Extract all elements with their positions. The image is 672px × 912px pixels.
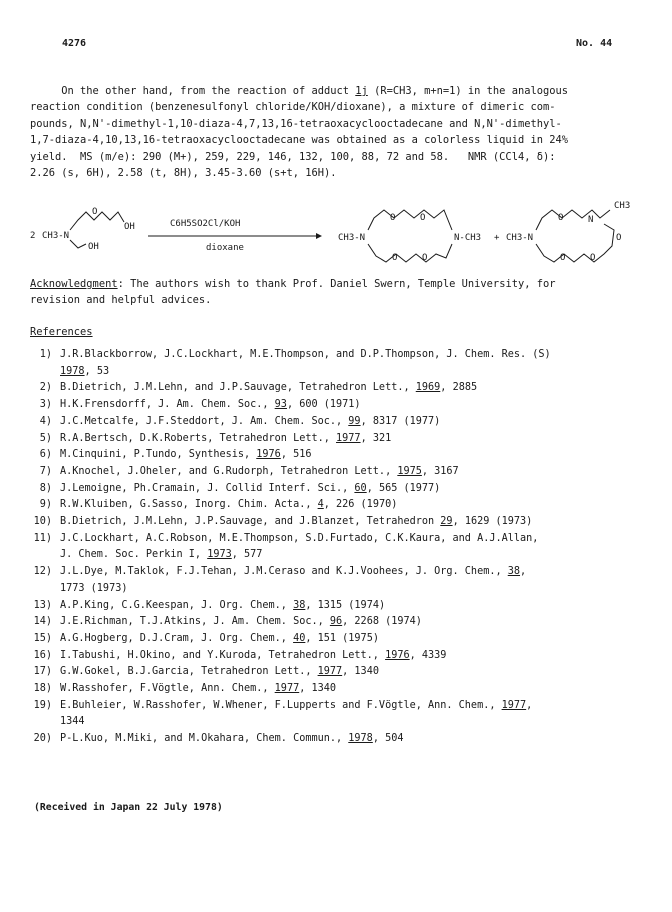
reference-continuation <box>30 364 650 381</box>
arrow-head <box>316 233 322 239</box>
reference-number: 10) <box>33 516 52 528</box>
body-line: On the other hand, from the reaction of adduct <box>30 85 356 97</box>
reference-volume: 29 <box>440 516 453 528</box>
acknowledgment-label: Acknowledgment <box>30 278 118 290</box>
reference-text: , 1340 <box>342 666 379 678</box>
reference-item <box>30 681 650 698</box>
reference-volume: 1978 <box>60 365 85 377</box>
reference-volume: 1976 <box>385 649 410 661</box>
reaction-scheme <box>20 200 650 270</box>
reference-item <box>30 731 650 748</box>
reference-number: 16) <box>33 649 52 661</box>
hydroxyl-label: OH <box>124 222 135 232</box>
reference-volume: 96 <box>329 616 343 628</box>
reference-item <box>30 464 650 481</box>
adduct-label: 1j <box>355 85 368 97</box>
reference-text: J.L.Dye, M.Taklok, F.J.Tehan, J.M.Ceraso and K.J.Voohees, J. Org. Chem., <box>60 566 508 578</box>
reference-number: 9) <box>39 499 52 511</box>
plus-sign: + <box>494 233 500 243</box>
ring-oxygen: O <box>420 213 426 223</box>
reference-number: 7) <box>39 465 52 477</box>
reference-item <box>30 414 650 431</box>
reference-text: R.A.Bertsch, D.K.Roberts, Tetrahedron Lett., <box>60 432 337 444</box>
ring-oxygen: O <box>392 253 398 263</box>
reference-item <box>30 380 650 397</box>
reference-continuation <box>30 581 650 598</box>
reference-volume: 38 <box>507 566 521 578</box>
reference-volume: 1976 <box>256 449 281 461</box>
reference-text: , 321 <box>360 432 392 444</box>
reference-text: J.C.Metcalfe, J.F.Steddort, J. Am. Chem. Soc., <box>60 415 349 427</box>
reference-volume: 40 <box>293 632 306 644</box>
ring-oxygen: O <box>560 253 566 263</box>
reference-text: , <box>520 566 527 578</box>
hydroxyl-label: OH <box>88 242 99 252</box>
reference-text: J.R.Blackborrow, J.C.Lockhart, M.E.Thompson, and D.P.Thompson, J. Chem. Res. (S) <box>60 349 551 360</box>
reference-text: J. Chem. Soc. Perkin I, <box>60 549 208 561</box>
reference-text: E.Buhleier, W.Rasshofer, W.Whener, F.Lupperts and F.Vögtle, Ann. Chem., <box>60 699 502 711</box>
reference-volume: 1969 <box>415 382 441 394</box>
reference-volume: 99 <box>348 415 361 427</box>
reference-text: H.K.Frensdorff, J. Am. Chem. Soc., <box>60 399 275 411</box>
body-line: pounds, N,N'-dimethyl-1,10-diaza-4,7,13,16-tetraoxacyclooctadecane and N,N'-dimethyl- <box>30 117 562 130</box>
reference-text: , <box>526 699 533 711</box>
reference-item <box>30 497 650 514</box>
reference-text: 1773 (1973) <box>60 582 128 594</box>
reference-volume: 1977 <box>317 666 343 678</box>
reference-number: 14) <box>33 616 52 628</box>
reference-text: 1344 <box>60 716 85 728</box>
reference-number: 4) <box>39 415 52 427</box>
reference-volume: 1973 <box>207 549 232 561</box>
reference-volume: 4 <box>317 499 324 511</box>
reference-item <box>30 447 650 464</box>
acknowledgment-text: revision and helpful advices. <box>30 294 212 307</box>
reference-text: , 4339 <box>409 649 447 661</box>
reference-volume: 60 <box>354 482 367 494</box>
reference-text: , 504 <box>372 733 404 745</box>
reference-number: 12) <box>33 566 52 578</box>
reference-number: 13) <box>33 599 52 611</box>
reference-text: M.Cinquini, P.Tundo, Synthesis, <box>60 449 257 461</box>
reference-volume: 1978 <box>348 733 373 745</box>
acknowledgment-paragraph <box>30 276 646 309</box>
reference-continuation <box>30 714 650 731</box>
ether-oxygen: O <box>92 207 98 217</box>
reference-text: J.Lemoigne, Ph.Cramain, J. Collid Interf. Sci., <box>60 482 355 494</box>
reference-volume: 38 <box>293 599 306 611</box>
reference-text: W.Rasshofer, F.Vögtle, Ann. Chem., <box>60 683 275 695</box>
reference-volume: 1977 <box>501 699 527 711</box>
reference-number: 15) <box>33 632 52 644</box>
reference-text: A.P.King, C.G.Keespan, J. Org. Chem., <box>60 599 294 611</box>
reference-item <box>30 431 650 448</box>
reference-number: 6) <box>39 449 52 461</box>
reference-text: , 53 <box>84 365 110 377</box>
reference-text: A.Knochel, J.Oheler, and G.Rudorph, Tetrahedron Lett., <box>60 465 398 477</box>
product2-methyl: CH3 <box>614 201 631 211</box>
reference-number: 1) <box>39 349 52 360</box>
reference-number: 3) <box>39 399 52 411</box>
body-line: (R=CH3, m+n=1) in the analogous <box>367 85 568 97</box>
reference-text: , 8317 (1977) <box>360 415 441 427</box>
reference-number: 5) <box>39 432 52 444</box>
reference-text: I.Tabushi, H.Okino, and Y.Kuroda, Tetrahedron Lett., <box>60 649 386 661</box>
solvent-label: dioxane <box>206 243 244 253</box>
reference-text: P-L.Kuo, M.Miki, and M.Okahara, Chem. Commun., <box>60 733 349 745</box>
reference-item <box>30 397 650 414</box>
ring-nitrogen: N <box>588 215 594 225</box>
reference-item <box>30 631 650 648</box>
reference-number: 19) <box>33 699 52 711</box>
reagent-label: C6H5SO2Cl/KOH <box>170 219 241 229</box>
product2-upper-ring <box>536 210 610 230</box>
journal-issue-number: No. 44 <box>576 38 613 49</box>
ring-oxygen: O <box>390 213 396 223</box>
product1-lower-ring <box>368 244 452 262</box>
ring-oxygen: O <box>422 253 428 263</box>
acknowledgment-text: : The authors wish to thank Prof. Daniel Swern, Temple University, for <box>117 278 556 290</box>
reference-text: , 600 (1971) <box>286 399 361 411</box>
reference-text: , 516 <box>280 449 312 461</box>
product1-upper-ring <box>368 210 452 230</box>
reference-item <box>30 664 650 681</box>
references-heading: References <box>30 326 93 338</box>
reference-text: G.W.Gokel, B.J.Garcia, Tetrahedron Lett., <box>60 666 318 678</box>
reference-item <box>30 614 650 631</box>
reference-item <box>30 698 650 731</box>
ring-oxygen: O <box>558 213 564 223</box>
body-line: reaction condition (benzenesulfonyl chloride/KOH/dioxane), a mixture of dimeric com- <box>30 101 556 114</box>
reference-continuation <box>30 547 650 564</box>
body-line: yield. MS (m/e): 290 (M+), 259, 229, 146, 132, 100, 88, 72 and 58. NMR (CCl4, δ): <box>30 150 556 163</box>
reference-text: , 151 (1975) <box>305 632 379 644</box>
reference-text: , 2885 <box>440 382 478 394</box>
reference-text: J.E.Richman, T.J.Atkins, J. Am. Chem. Soc., <box>60 616 330 628</box>
reference-volume: 1975 <box>397 465 422 477</box>
product1-amine-right: N-CH3 <box>454 233 482 243</box>
product2-lower-ring <box>536 224 614 262</box>
reference-volume: 93 <box>274 399 287 411</box>
reference-number: 2) <box>39 382 52 394</box>
reference-text: A.G.Hogberg, D.J.Cram, J. Org. Chem., <box>60 632 294 644</box>
product1-amine-left: CH3-N <box>338 233 366 243</box>
body-line: 1,7-diaza-4,10,13,16-tetraoxacyclooctadecane was obtained as a colorless liquid in 24% <box>30 134 568 147</box>
reference-number: 8) <box>39 482 52 494</box>
reference-item <box>30 598 650 615</box>
reference-item <box>30 648 650 665</box>
ring-oxygen: O <box>616 233 622 243</box>
body-line: 2.26 (s, 6H), 2.58 (t, 8H), 3.45-3.60 (s+t, 16H). <box>30 167 337 180</box>
reference-item <box>30 564 650 597</box>
reference-text: , 2268 (1974) <box>342 616 422 628</box>
reactant-lower-chain <box>70 240 86 248</box>
reference-text: R.W.Kluiben, G.Sasso, Inorg. Chim. Acta., <box>60 499 318 511</box>
reference-item <box>30 514 650 531</box>
ring-oxygen: O <box>590 253 596 263</box>
reference-number: 11) <box>33 532 52 544</box>
reference-text: J.C.Lockhart, A.C.Robson, M.E.Thompson, S.D.Furtado, C.K.Kaura, and A.J.Allan, <box>60 532 539 544</box>
reference-text: B.Dietrich, J.M.Lehn, J.P.Sauvage, and J.Blanzet, Tetrahedron <box>60 516 441 528</box>
reference-text: , 577 <box>231 549 263 561</box>
body-paragraph <box>30 83 646 181</box>
reference-text: , 1340 <box>299 683 337 695</box>
reference-text: , 3167 <box>421 465 459 477</box>
reference-volume: 1977 <box>274 683 300 695</box>
reference-item <box>30 531 650 564</box>
reference-text: , 1315 (1974) <box>305 599 386 611</box>
reference-number: 20) <box>33 733 52 745</box>
product2-amine: CH3-N <box>506 233 534 243</box>
reference-number: 18) <box>33 683 52 695</box>
reference-item <box>30 481 650 498</box>
reference-text: , 1629 (1973) <box>452 516 533 528</box>
received-date: (Received in Japan 22 July 1978) <box>34 802 223 813</box>
reference-list <box>30 347 650 748</box>
reference-text: , 226 (1970) <box>323 499 398 511</box>
reference-item <box>30 347 650 380</box>
reactant-amine: CH3-N <box>42 231 70 241</box>
reactant-coefficient: 2 <box>30 231 36 241</box>
reference-text: B.Dietrich, J.M.Lehn, and J.P.Sauvage, Tetrahedron Lett., <box>60 382 416 394</box>
page-number: 4276 <box>62 38 87 49</box>
reference-text: , 565 (1977) <box>366 482 441 494</box>
reference-number: 17) <box>33 666 52 678</box>
reference-volume: 1977 <box>336 432 361 444</box>
